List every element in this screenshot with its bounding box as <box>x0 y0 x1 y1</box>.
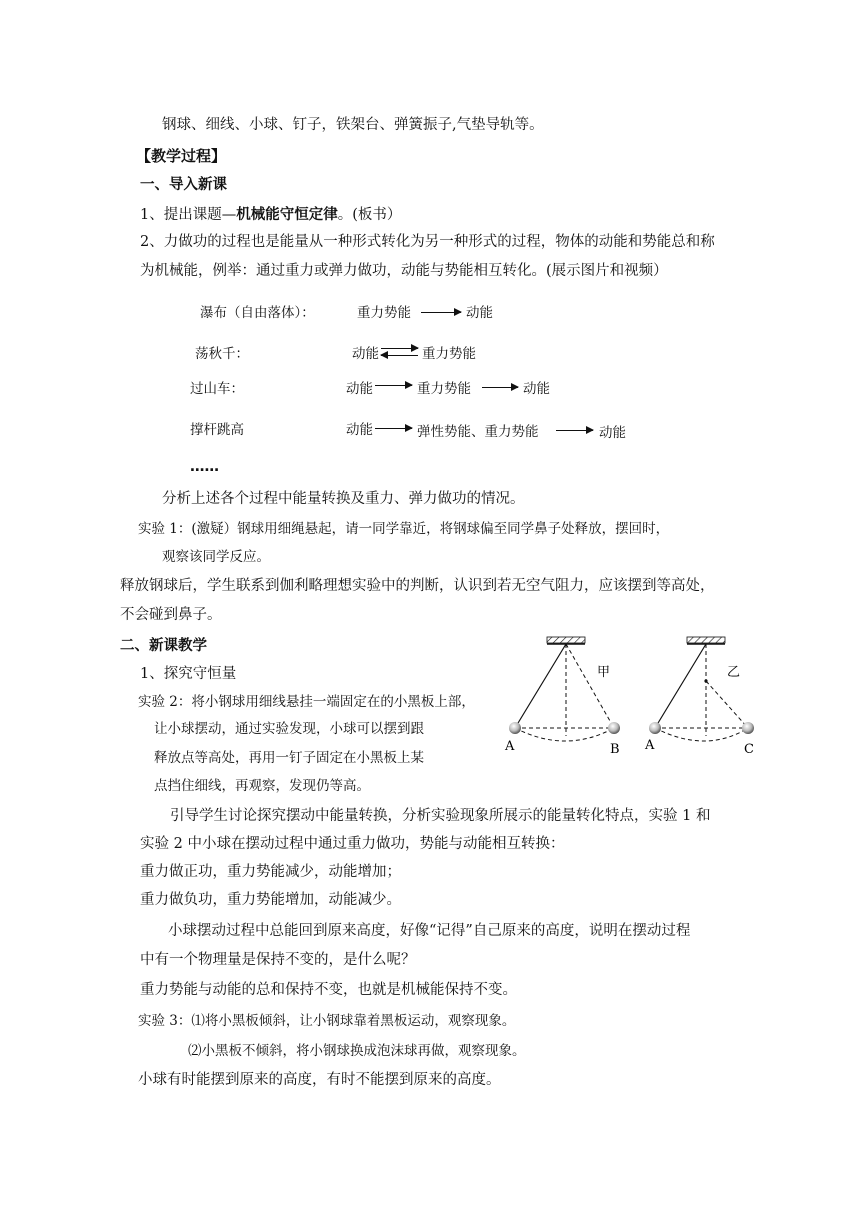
arrow-right-icon <box>381 348 418 349</box>
ball-a-icon <box>509 722 521 734</box>
process-heading: 【教学过程】 <box>136 147 227 165</box>
experiment-2-line-1: 实验 2：将小钢球用细线悬挂一端固定在的小黑板上部， <box>138 694 475 710</box>
pendulum-figure <box>500 632 768 760</box>
section-1-title: 一、导入新课 <box>140 177 227 193</box>
experiment-1-line-1: 实验 1：(激疑）钢球用细绳悬起，请一同学靠近，将钢球偏至同学鼻子处释放，摆回时， <box>138 521 670 537</box>
label-right-c: C <box>744 742 754 757</box>
release-line-1: 释放钢球后，学生联系到伽利略理想实验中的判断，认识到若无空气阻力，应该摆到等高处， <box>120 578 715 594</box>
guide-line-2: 实验 2 中小球在摆动过程中通过重力做功，势能与动能相互转换： <box>140 836 565 852</box>
row-waterfall-to: 动能 <box>466 305 493 321</box>
ball-a-icon <box>649 722 661 734</box>
experiment-2-line-4: 点挡住细线，再观察，发现仍等高。 <box>154 778 370 794</box>
row-coaster-c: 动能 <box>523 381 550 397</box>
row-coaster-a: 动能 <box>346 381 373 397</box>
question-line-2: 中有一个物理量是保持不变的，是什么呢？ <box>140 952 416 968</box>
arrow-right-icon <box>556 430 593 431</box>
experiment-2-line-2: 让小球摆动，通过实验发现，小球可以摆到跟 <box>154 721 424 737</box>
row-swing-to: 重力势能 <box>422 346 476 362</box>
answer-line: 重力势能与动能的总和保持不变，也就是机械能保持不变。 <box>140 982 517 998</box>
pendulum-left <box>509 637 620 741</box>
row-swing-from: 动能 <box>352 346 379 362</box>
ball-b-icon <box>608 722 620 734</box>
experiment-1-line-2: 观察该同学反应。 <box>162 549 270 565</box>
release-line-2: 不会碰到鼻子。 <box>120 607 222 623</box>
section-2-item-1: 1、探究守恒量 <box>140 666 237 682</box>
row-polevault-c: 动能 <box>599 425 626 441</box>
item-1-topic: 机械能守恒定律 <box>236 207 338 223</box>
item-2-line-2: 为机械能，例举：通过重力或弹力做功，动能与势能相互转化。(展示图片和视频） <box>140 263 668 279</box>
arrow-right-icon <box>482 387 518 388</box>
item-1-suffix: 。(板书） <box>337 207 402 223</box>
row-coaster-label: 过山车： <box>190 381 244 397</box>
item-1-prefix: 1、提出课题— <box>140 207 237 223</box>
item-1 <box>140 205 401 225</box>
row-polevault-a: 动能 <box>346 422 373 438</box>
row-swing-label: 荡秋千： <box>195 346 249 362</box>
gravity-positive-work: 重力做正功，重力势能减少，动能增加； <box>140 864 401 880</box>
ball-c-icon <box>742 722 754 734</box>
label-left-a: A <box>505 739 515 754</box>
label-left-b: B <box>610 742 620 757</box>
row-coaster-b: 重力势能 <box>417 381 471 397</box>
section-2-title: 二、新课教学 <box>120 638 207 654</box>
row-polevault-b: 弹性势能、重力势能 <box>417 424 539 440</box>
row-waterfall-from: 重力势能 <box>357 305 411 321</box>
gravity-negative-work: 重力做负功，重力势能增加，动能减少。 <box>140 892 401 908</box>
materials-line: 钢球、细线、小球、钉子，铁架台、弹簧振子,气垫导轨等。 <box>162 117 544 133</box>
analysis-line: 分析上述各个过程中能量转换及重力、弹力做功的情况。 <box>162 491 525 507</box>
guide-line-1: 引导学生讨论探究摆动中能量转换，分析实验现象所展示的能量转化特点，实验 1 和 <box>170 808 711 824</box>
arrow-left-icon <box>381 355 418 356</box>
figure-tag-left: 甲 <box>597 665 611 680</box>
experiment-2-line-3: 释放点等高处，再用一钉子固定在小黑板上某 <box>154 750 424 766</box>
row-polevault-label: 撑杆跳高 <box>190 422 244 438</box>
ellipsis: …… <box>190 459 219 475</box>
label-right-a: A <box>645 738 655 753</box>
row-waterfall-label: 瀑布（自由落体）： <box>200 305 315 321</box>
experiment-3-line-2: ⑵小黑板不倾斜，将小钢球换成泡沫球再做，观察现象。 <box>188 1043 526 1059</box>
conclusion-line: 小球有时能摆到原来的高度，有时不能摆到原来的高度。 <box>138 1072 501 1088</box>
arrow-right-icon <box>375 385 412 386</box>
item-2-line-1: 2、力做功的过程也是能量从一种形式转化为另一种形式的过程，物体的动能和势能总和称 <box>140 234 715 250</box>
arrow-right-icon <box>421 312 461 313</box>
figure-tag-right: 乙 <box>727 665 741 680</box>
question-line-1: 小球摆动过程中总能回到原来高度，好像“记得”自己原来的高度，说明在摆动过程 <box>168 923 691 939</box>
experiment-3-line-1: 实验 3：⑴将小黑板倾斜，让小钢球靠着黑板运动，观察现象。 <box>138 1013 516 1029</box>
pendulum-right <box>649 637 754 741</box>
arrow-right-icon <box>375 428 412 429</box>
